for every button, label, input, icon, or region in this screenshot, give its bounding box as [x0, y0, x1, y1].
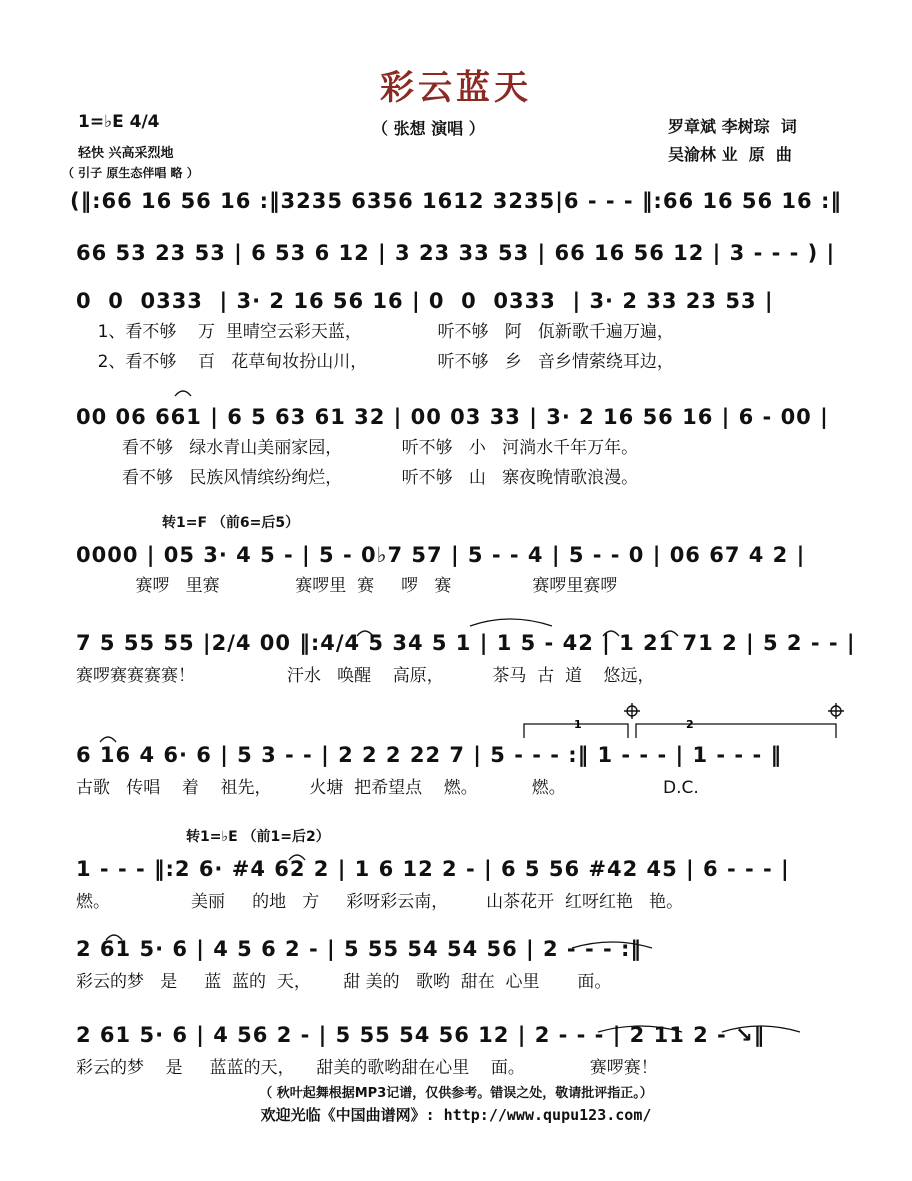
tempo-marking: 轻快 兴高采烈地 — [78, 146, 174, 161]
lyric-row-4-verse-1: 看不够 绿水青山美丽家园， 听不够 小 河淌水千年万年。 — [122, 438, 639, 458]
notation-row-8: 1 - - - ‖:2 6· #4 62 2 | 1 6 12 2 - | 6 5 56 #42 45 | 6 - - - | — [76, 857, 790, 881]
tie-icon — [470, 619, 800, 1032]
site-footer: 欢迎光临《中国曲谱网》: http://www.qupu123.com/ — [260, 1106, 652, 1124]
volta-1-label: 1 — [574, 718, 582, 731]
modulation-marker-1: 转1=F （前6=后5） — [162, 515, 300, 531]
notation-row-3: 0 0 0333 | 3· 2 16 56 16 | 0 0 0333 | 3· 2 33 23 53 | — [76, 289, 774, 313]
lyric-row-5: 赛啰 里赛 赛啰里 赛 啰 赛 赛啰里赛啰 — [76, 576, 618, 596]
notation-row-6: 7 5 55 55 |2/4 00 ‖:4/4 5 34 5 1 | 1 5 - 42 | 1 21 71 2 | 5 2 - - | — [76, 631, 856, 655]
footnote: （ 秋叶起舞根据MP3记谱，仅供参考。错误之处，敬请批评指正。） — [259, 1086, 653, 1101]
song-title: 彩云蓝天 — [380, 68, 532, 108]
composer-credit: 吴渝林 业 原 曲 — [668, 145, 792, 164]
lyric-row-10: 彩云的梦 是 蓝蓝的天， 甜美的歌哟甜在心里 面。 赛啰赛！ — [76, 1058, 658, 1078]
modulation-marker-2: 转1=♭E （前1=后2） — [186, 829, 330, 845]
notation-row-4: 00 06 661 | 6 5 63 61 32 | 00 03 33 | 3· 2 16 56 16 | 6 - 00 | — [76, 405, 829, 429]
singer-credit: （ 张想 演唱 ） — [372, 119, 485, 138]
notation-row-1: (‖:66 16 56 16 :‖3235 6356 1612 3235|6 - - - ‖:66 16 56 16 :‖ — [70, 189, 842, 213]
lyric-row-3-verse-1: 1、看不够 万 里晴空云彩天蓝， 听不够 阿 佤新歌千遍万遍， — [76, 322, 674, 342]
key-signature: 1=♭E 4/4 — [78, 112, 160, 132]
notation-row-10: 2 61 5· 6 | 4 56 2 - | 5 55 54 56 12 | 2 - - - | 2 11 2 - ↘‖ — [76, 1023, 766, 1047]
lyric-row-3-verse-2: 2、看不够 百 花草甸妆扮山川， 听不够 乡 音乡情萦绕耳边， — [76, 352, 674, 372]
lyricist-credit: 罗章斌 李树琮 词 — [668, 117, 797, 136]
lyric-row-4-verse-2: 看不够 民族风情缤纷绚烂， 听不够 山 寨夜晚情歌浪漫。 — [122, 468, 639, 488]
notation-row-5: 0000 | 05 3· 4 5 - | 5 - 0♭7 57 | 5 - - 4 | 5 - - 0 | 06 67 4 2 | — [76, 543, 806, 567]
coda-icon — [624, 703, 640, 719]
volta-2-label: 2 — [686, 718, 694, 731]
lyric-row-9: 彩云的梦 是 蓝 蓝的 天， 甜 美的 歌哟 甜在 心里 面。 — [76, 972, 612, 992]
notation-row-7: 6 16 4 6· 6 | 5 3 - - | 2 2 2 22 7 | 5 - - - :‖ 1 - - - | 1 - - - ‖ — [76, 743, 782, 767]
notation-row-2: 66 53 23 53 | 6 53 6 12 | 3 23 33 53 | 66 16 56 12 | 3 - - - ) | — [76, 241, 836, 265]
intro-note: （ 引子 原生态伴唱 略 ） — [62, 166, 199, 180]
lyric-row-6: 赛啰赛赛赛赛！ 汗水 唤醒 高原， 茶马 古 道 悠远， — [76, 666, 655, 686]
fermata-icon — [100, 391, 678, 940]
lyric-row-7: 古歌 传唱 着 祖先， 火塘 把希望点 燃。 燃。 D.C. — [76, 778, 699, 798]
lyric-row-8: 燃。 美丽 的地 方 彩呀彩云南， 山茶花开 红呀红艳 艳。 — [76, 892, 684, 912]
notation-row-9: 2 61 5· 6 | 4 5 6 2 - | 5 55 54 54 56 | 2 - - - :‖ — [76, 937, 642, 961]
coda-icon — [828, 703, 844, 719]
